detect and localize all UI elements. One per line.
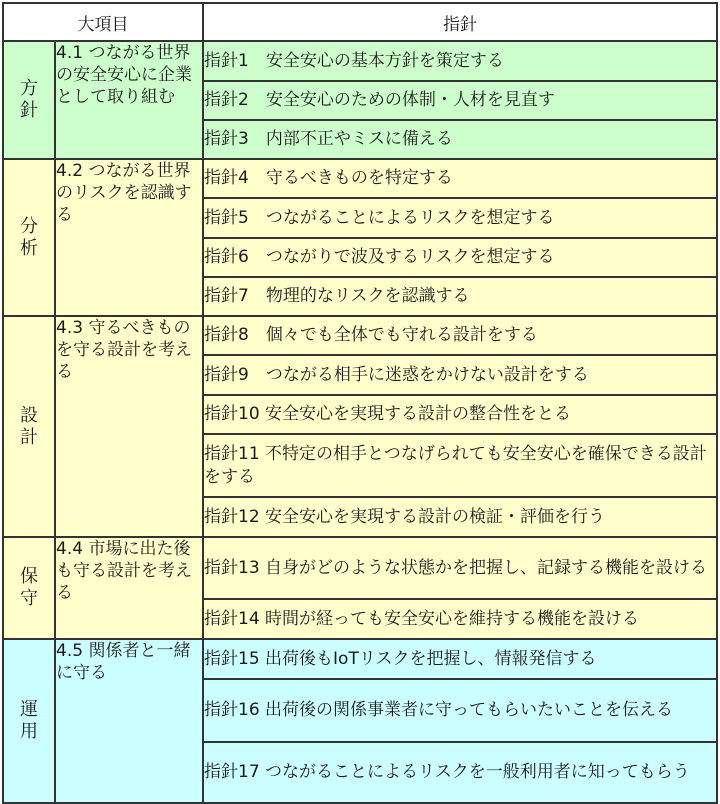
guideline-item: 指針9 つながる相手に迷惑をかけない設計をする bbox=[203, 355, 717, 395]
guideline-item: 指針2 安全安心のための体制・人材を見直す bbox=[203, 81, 717, 120]
category-cell: 分析 bbox=[3, 159, 55, 316]
header-guideline: 指針 bbox=[203, 3, 717, 41]
subcategory-cell: 4.5 関係者と一緒に守る bbox=[55, 639, 203, 803]
guideline-item: 指針15 出荷後もIoTリスクを把握し、情報発信する bbox=[203, 639, 717, 679]
guideline-item: 指針14 時間が経っても安全安心を維持する機能を設ける bbox=[203, 599, 717, 639]
guideline-item: 指針8 個々でも全体でも守れる設計をする bbox=[203, 316, 717, 355]
guidelines-table bbox=[2, 2, 718, 804]
category-cell: 方針 bbox=[3, 41, 55, 159]
guideline-item: 指針4 守るべきものを特定する bbox=[203, 159, 717, 198]
guideline-item: 指針13 自身がどのような状態かを把握し、記録する機能を設ける bbox=[203, 537, 717, 599]
header-row bbox=[3, 3, 717, 41]
guideline-item: 指針1 安全安心の基本方針を策定する bbox=[203, 41, 717, 81]
subcategory-cell: 4.3 守るべきものを守る設計を考える bbox=[55, 316, 203, 537]
guideline-item: 指針7 物理的なリスクを認識する bbox=[203, 277, 717, 316]
guideline-item: 指針5 つながることによるリスクを想定する bbox=[203, 198, 717, 238]
guideline-item: 指針16 出荷後の関係事業者に守ってもらいたいことを伝える bbox=[203, 679, 717, 742]
guideline-item: 指針3 内部不正やミスに備える bbox=[203, 120, 717, 159]
category-cell: 設計 bbox=[3, 316, 55, 537]
guideline-item: 指針10 安全安心を実現する設計の整合性をとる bbox=[203, 395, 717, 434]
category-cell: 保守 bbox=[3, 537, 55, 639]
guideline-item: 指針11 不特定の相手とつなげられても安全安心を確保できる設計をする bbox=[203, 434, 717, 497]
guideline-item: 指針12 安全安心を実現する設計の検証・評価を行う bbox=[203, 497, 717, 537]
subcategory-cell: 4.1 つながる世界の安全安心に企業として取り組む bbox=[55, 41, 203, 159]
guideline-item: 指針6 つながりで波及するリスクを想定する bbox=[203, 238, 717, 277]
subcategory-cell: 4.4 市場に出た後も守る設計を考える bbox=[55, 537, 203, 639]
category-cell: 運用 bbox=[3, 639, 55, 803]
guideline-item: 指針17 つながることによるリスクを一般利用者に知ってもらう bbox=[203, 742, 717, 803]
header-major-item: 大項目 bbox=[3, 3, 203, 41]
subcategory-cell: 4.2 つながる世界のリスクを認識する bbox=[55, 159, 203, 316]
